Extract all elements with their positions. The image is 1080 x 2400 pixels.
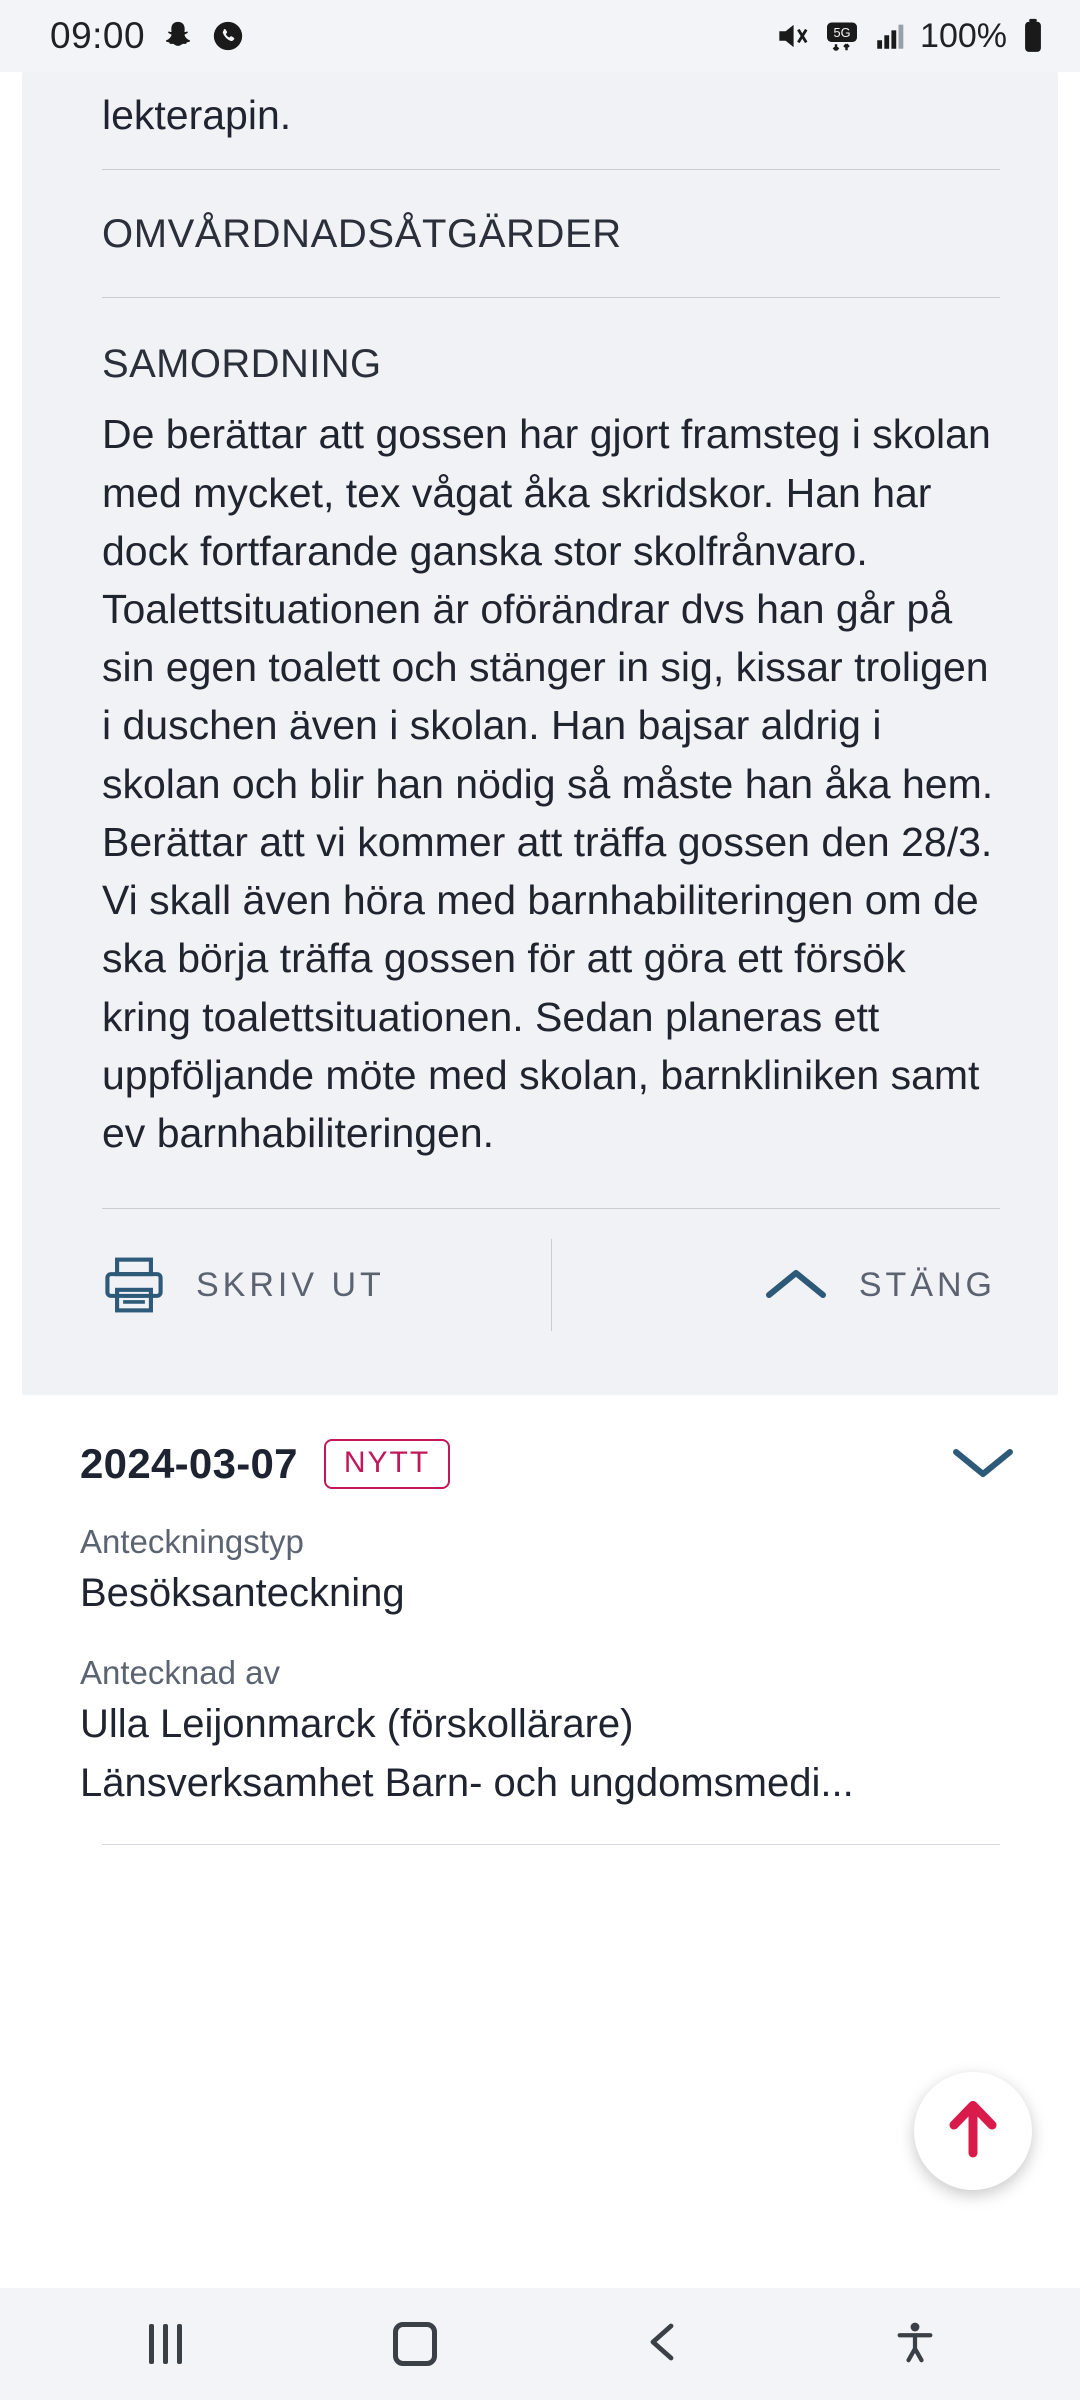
section-heading: OMVÅRDNADSÅTGÄRDER — [102, 212, 622, 257]
android-nav-bar — [0, 2288, 1080, 2400]
status-badge: NYTT — [324, 1439, 450, 1489]
body-spacer — [102, 1162, 1000, 1208]
note-actions — [102, 1209, 1000, 1361]
note-author-label: Antecknad av — [80, 1653, 280, 1691]
accessibility-button[interactable] — [850, 2288, 980, 2400]
journal-scroll-area[interactable] — [0, 72, 1080, 2288]
phone-icon — [211, 19, 245, 53]
snapchat-icon — [161, 19, 195, 53]
recents-button[interactable] — [100, 2288, 230, 2400]
signal-icon — [873, 19, 907, 53]
journal-note-collapsed[interactable] — [0, 1395, 1080, 1844]
battery-icon — [1020, 17, 1046, 55]
journal-note-card — [22, 72, 1058, 1395]
card-bottom-padding — [102, 1361, 1000, 1395]
mute-icon — [773, 17, 811, 55]
note-trailing-text: lekterapin. — [102, 92, 292, 138]
status-clock: 09:00 — [50, 15, 146, 56]
note-paragraph-2: Berättar att vi kommer att träffa gossen den 28/3. Vi skall även höra med barnhabiliteringen om de ska börja träffa gossen för att göra ett försök kring toalettsituationen. Sedan planeras ett uppföljande möte med skolan, barnkliniken samt ev barnhabiliteringen. — [102, 818, 993, 1156]
collapse-label: STÄNG — [858, 1265, 996, 1304]
5g-icon — [824, 18, 860, 54]
note-type-value: Besöksanteckning — [80, 1571, 405, 1616]
print-button[interactable] — [102, 1256, 551, 1314]
svg-text:5G: 5G — [833, 24, 851, 40]
journal-note-inner — [22, 72, 1058, 1395]
sub-heading: SAMORDNING — [102, 342, 382, 387]
status-bar-left — [50, 15, 245, 57]
note-author-value: Ulla Leijonmarck (förskollärare) — [80, 1701, 634, 1746]
chevron-up-icon — [763, 1263, 829, 1307]
print-label: SKRIV UT — [196, 1265, 385, 1304]
home-icon — [393, 2322, 437, 2366]
back-icon — [643, 2320, 687, 2369]
back-button[interactable] — [600, 2288, 730, 2400]
status-bar — [0, 0, 1080, 72]
scroll-to-top-button[interactable] — [914, 2072, 1032, 2190]
home-button[interactable] — [350, 2288, 480, 2400]
collapse-button[interactable] — [551, 1263, 1000, 1307]
note-paragraph-1: De berättar att gossen har gjort framsteg i skolan med mycket, tex vågat åka skridskor. Han har dock fortfarande ganska stor skolfrånvaro. Toalettsituationen är oförändrar dvs han går på sin egen toalett och stänger in sig, kissar troligen i duschen även i skolan. Han bajsar aldrig i skolan och blir han nödig så måste han åka hem. — [102, 411, 994, 807]
action-separator — [551, 1239, 552, 1331]
battery-percent-label: 100% — [920, 16, 1007, 55]
arrow-up-icon — [945, 2099, 1001, 2164]
note-header-row — [80, 1439, 1022, 1489]
note-unit-value: Länsverksamhet Barn- och ungdomsmedi... — [80, 1760, 854, 1805]
chevron-down-icon[interactable] — [950, 1440, 1022, 1489]
status-bar-right — [773, 17, 1046, 56]
recents-icon — [149, 2324, 182, 2364]
note-date: 2024-03-07 — [80, 1440, 298, 1488]
note-type-label: Anteckningstyp — [80, 1523, 304, 1561]
divider-bottom — [102, 1844, 1000, 1845]
printer-icon — [102, 1256, 166, 1314]
accessibility-icon — [892, 2319, 938, 2370]
